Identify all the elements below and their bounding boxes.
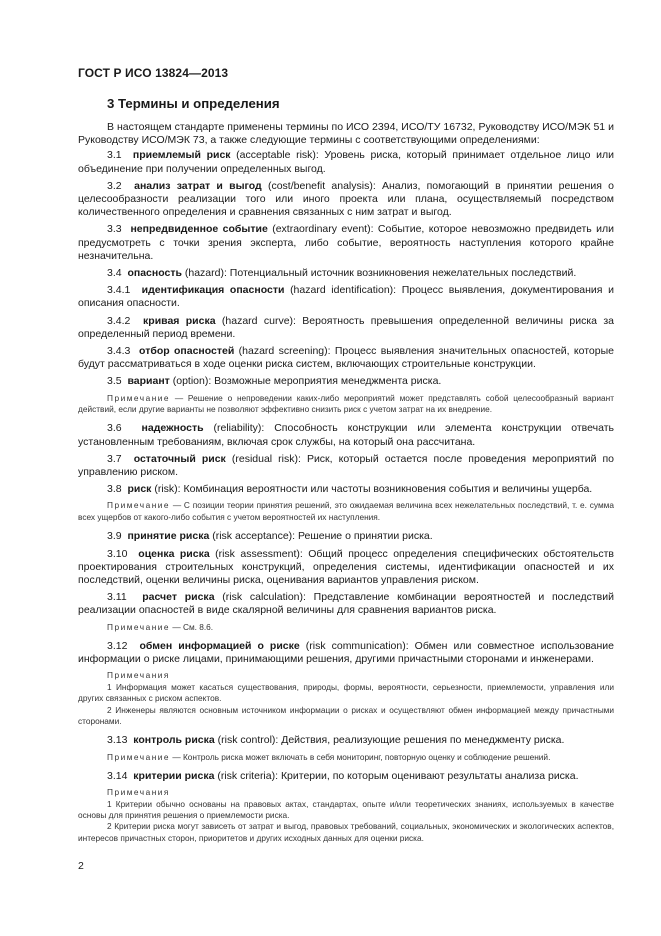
term-name: надежность — [141, 422, 204, 435]
term-3-5: 3.5 вариант (option): Возможные мероприятия менеджмента риска. — [107, 375, 442, 388]
term-name: остаточный риск — [133, 452, 226, 465]
document-body — [78, 121, 614, 844]
term-3-7: 3.7 остаточный риск (residual risk): Риск, который остается после проведения мероприятий по управлению риском. — [78, 452, 614, 479]
note-3-12-item-1: 1 Информация может касаться существования, природы, формы, вероятности, серьезности, приемлемости, управления или других связанных с риском аспектов. — [78, 681, 614, 704]
intro-paragraph: В настоящем стандарте применены термины по ИСО 2394, ИСО/ТУ 16732, Руководству ИСО/МЭК 51 и Руководству ИСО/МЭК 73, а также следующие термины с соответствующими определениями: — [78, 121, 614, 147]
term-name: непредвиденное событие — [130, 223, 268, 236]
term-3-2: 3.2 анализ затрат и выгод (cost/benefit analysis): Анализ, помогающий в принятии решения о целесообразности реализации того или иного проекта или плана, осуществляемый посредством количественного определения и сравнения связанных с ним затрат и выгод. — [78, 179, 614, 219]
term-name: принятие риска — [127, 530, 210, 543]
term-name: риск — [127, 483, 152, 496]
term-name: отбор опасностей — [139, 345, 235, 358]
term-3-3: 3.3 непредвиденное событие (extraordinary event): Событие, которое невозможно предвидеть или предусмотреть с точки зрения эксперта, либо событие, вероятность наступления которого крайне незначительна. — [78, 223, 615, 262]
term-name: вариант — [127, 375, 170, 388]
section-title: 3 Термины и определения — [107, 96, 280, 111]
term-3-4-1: 3.4.1 идентификация опасности (hazard identification): Процесс выявления, документирования и описания опасности. — [78, 284, 614, 310]
term-3-6: 3.6 надежность (reliability): Способность конструкции или элемента конструкции отвечать установленным требованиям, включая срок службы, на который она рассчитана. — [78, 422, 614, 448]
term-name: идентификация опасности — [141, 284, 285, 297]
note-3-14-item-1: 1 Критерии обычно основаны на правовых актах, стандартах, опыте и/или теоретических знаниях, используемых в качестве основы для принятия решения о приемлемости риска. — [78, 798, 614, 820]
term-3-4-2: 3.4.2 кривая риска (hazard curve): Вероятность превышения определенной величины риска за определенный период времени. — [78, 314, 614, 340]
notes-heading-3-14: Примечания — [107, 787, 170, 798]
term-3-4-3: 3.4.3 отбор опасностей (hazard screening): Процесс выявления значительных опасностей, которые будут рассматриваться в ходе оценки риска систем, включающих строительные конструкции. — [78, 345, 614, 371]
note-3-5: Примечание — Решение о непроведении каких-либо мероприятий может представлять собой целесообразный вариант действий, если другие варианты не позволяют эффективно снизить риск с учетом затрат на их внедрение. — [78, 392, 614, 415]
note-3-12-item-2: 2 Инженеры являются основным источником информации о рисках и осуществляют обмен информацией между причастными сторонами. — [78, 704, 614, 726]
term-name: контроль риска — [133, 734, 215, 747]
term-name: опасность — [127, 267, 182, 280]
note-3-8: Примечание — С позиции теории принятия решений, это ожидаемая величина всех нежелательных последствий, т. е. сумма всех ущербов от какого-либо события с учетом вероятностей их наступления. — [78, 500, 614, 522]
term-name: обмен информацией о риске — [139, 639, 300, 652]
term-name: расчет риска — [142, 591, 215, 604]
term-name: критерии риска — [133, 769, 215, 782]
notes-heading-3-12: Примечания — [107, 670, 170, 681]
note-3-11: Примечание — См. 8.6. — [107, 621, 214, 632]
term-name: приемлемый риск — [132, 149, 231, 162]
term-3-13: 3.13 контроль риска (risk control): Действия, реализующие решения по менеджменту риска. — [107, 734, 565, 747]
term-3-12: 3.12 обмен информацией о риске (risk communication): Обмен или совместное использование информации о риске лицами, принимающими решения, другими причастными сторонами и инженерами. — [78, 639, 615, 666]
term-name: анализ затрат и выгод — [134, 179, 262, 192]
standard-code-header: ГОСТ Р ИСО 13824—2013 — [78, 66, 229, 80]
note-3-14-item-2: 2 Критерии риска могут зависеть от затрат и выгод, правовых требований, социальных, экономических и экологических аспектов, интересов причастных сторон, приоритетов и других исходных данных для оценки риска. — [78, 821, 614, 843]
term-3-9: 3.9 принятие риска (risk acceptance): Решение о принятии риска. — [107, 530, 433, 543]
note-3-13: Примечание — Контроль риска может включать в себя мониторинг, повторную оценку и соблюдение решений. — [107, 751, 551, 762]
term-name: оценка риска — [138, 547, 210, 560]
page-number: 2 — [78, 860, 84, 872]
term-3-10: 3.10 оценка риска (risk assessment): Общий процесс определения специфических обстоятельств проектирования строительных конструкций, определения системы, идентификации опасностей и их последствий, оценки величины риска, оценивания вариантов управления риском. — [78, 547, 615, 586]
term-name: кривая риска — [143, 314, 216, 327]
term-3-4: 3.4 опасность (hazard): Потенциальный источник возникновения нежелательных последствий. — [107, 267, 577, 280]
term-3-8: 3.8 риск (risk): Комбинация вероятности или частоты возникновения события и величины ущерба. — [107, 483, 593, 496]
term-3-11: 3.11 расчет риска (risk calculation): Представление комбинации вероятностей и последствий реализации опасностей в виде скалярной величины для сравнения вариантов риска. — [78, 591, 614, 617]
term-3-14: 3.14 критерии риска (risk criteria): Критерии, по которым оценивают результаты анализа риска. — [107, 769, 579, 782]
term-3-1: 3.1 приемлемый риск (acceptable risk): Уровень риска, который принимает отдельное лицо или объединение при получении определенных выгод. — [78, 149, 614, 175]
